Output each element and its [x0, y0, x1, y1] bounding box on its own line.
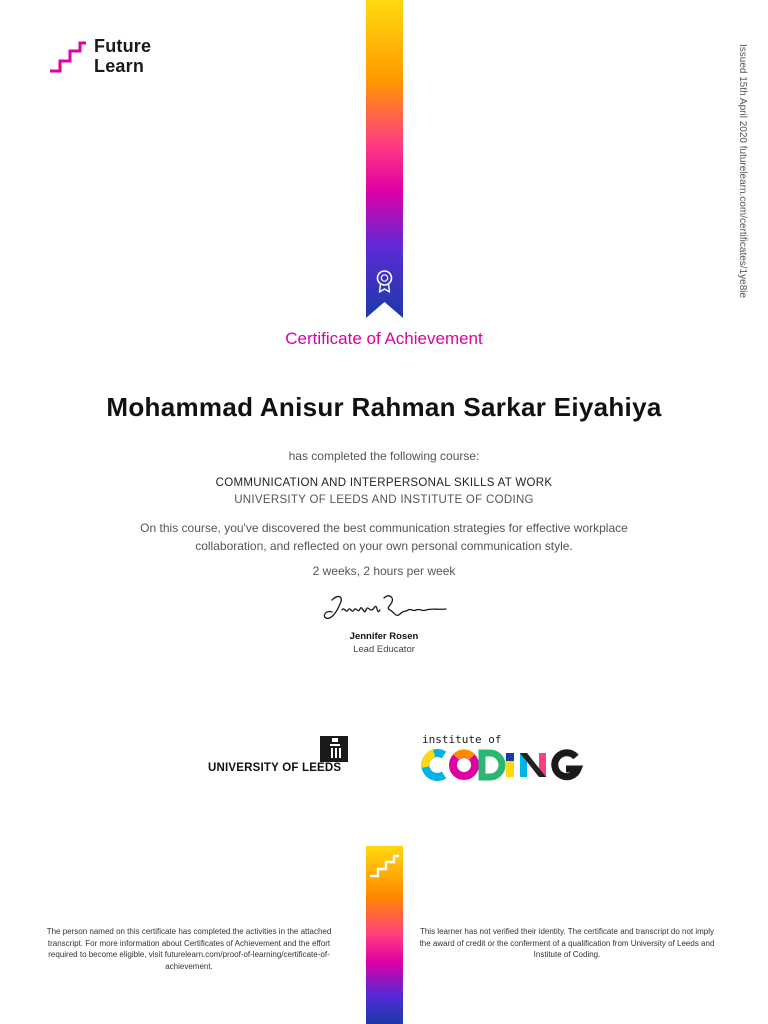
logo-wordmark: [94, 36, 151, 76]
logo-line-1: Future: [94, 36, 152, 56]
stairs-icon: [48, 39, 88, 73]
completed-text: has completed the following course:: [288, 449, 480, 463]
certificate-title: Certificate of Achievement: [285, 329, 483, 348]
footer-right-note: This learner has not verified their identity. The certificate and transcript do not imply the award of credit or the conferment of a qualification from University of Leeds and Institute of Coding.: [419, 927, 715, 959]
ioc-coding-wordmark: [420, 749, 592, 781]
university-of-leeds-logo: [206, 734, 352, 778]
ribbon-bottom: [366, 846, 403, 1024]
futurelearn-logo: [48, 36, 151, 76]
course-duration: 2 weeks, 2 hours per week: [312, 564, 456, 578]
course-institutions: UNIVERSITY OF LEEDS AND INSTITUTE OF CODING: [234, 494, 534, 506]
logo-line-2: Learn: [94, 56, 145, 76]
leeds-wordmark: UNIVERSITY OF LEEDS: [208, 762, 342, 774]
course-name: COMMUNICATION AND INTERPERSONAL SKILLS AT WORK: [215, 477, 553, 489]
educator-signature: [318, 590, 450, 628]
educator-role: Lead Educator: [353, 644, 415, 655]
ribbon-top: [366, 0, 403, 318]
leeds-tower-icon: [206, 734, 352, 762]
stairs-icon: [366, 850, 403, 880]
educator-name: Jennifer Rosen: [349, 631, 419, 642]
institute-of-coding-logo: [420, 733, 592, 781]
course-description: On this course, you've discovered the best communication strategies for effective workplace collaboration, and reflected on your own personal communication style.: [140, 521, 628, 553]
ioc-small-text: institute of: [422, 733, 502, 746]
issued-date-url: Issued 15th April 2020 futurelearn.com/certificates/1ye8ie: [737, 44, 748, 299]
footer-left-note: The person named on this certificate has completed the activities in the attached transcript. For more information about Certificates of Achievement and the effort required to become eligible, visit futurelearn.com/proof-of-learning/certificate-of-achievement.: [46, 927, 332, 971]
recipient-name: Mohammad Anisur Rahman Sarkar Eiyahiya: [106, 392, 662, 422]
